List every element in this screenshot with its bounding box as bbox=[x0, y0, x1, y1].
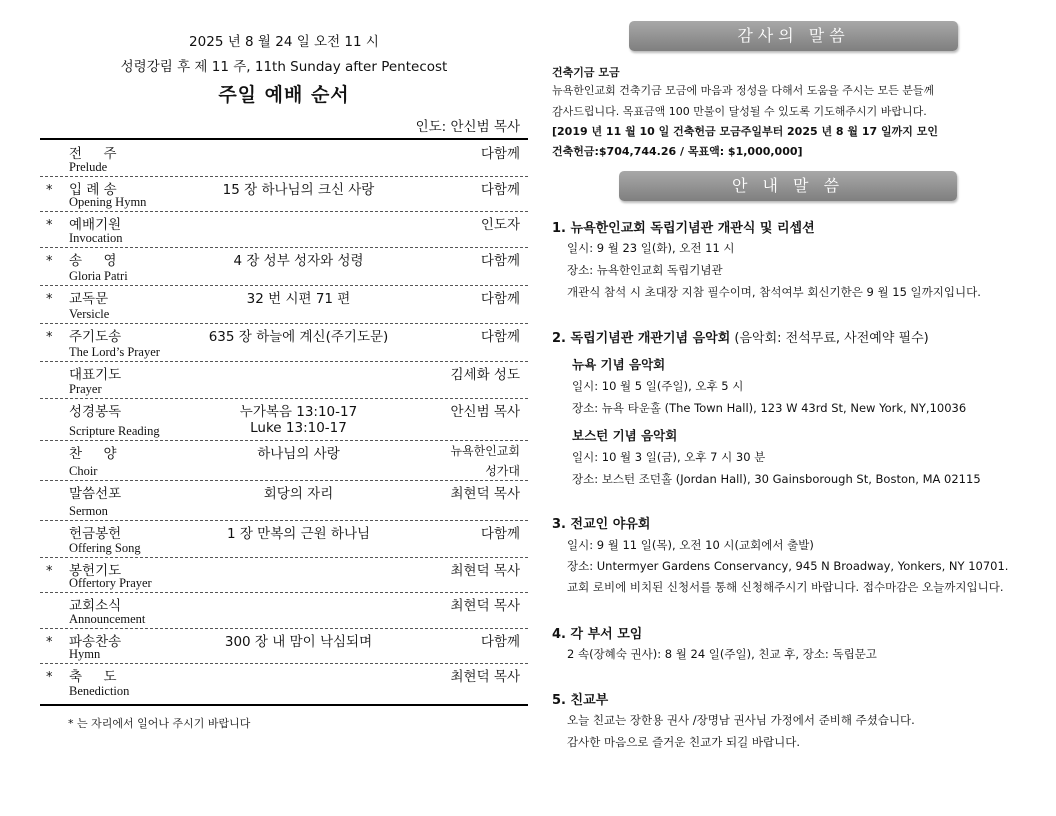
order-row bbox=[40, 592, 528, 629]
order-item-korean: 말씀선포 bbox=[69, 486, 122, 502]
order-row bbox=[40, 140, 528, 177]
notice-2-sub-boston: 보스턴 기념 음악회 bbox=[572, 428, 678, 443]
order-item-english: The Lord’s Prayer bbox=[69, 345, 160, 359]
order-item-detail: 4 장 성부 성자와 성령 bbox=[233, 253, 364, 269]
order-item-person: 최현덕 목사 bbox=[450, 486, 520, 502]
notice-5-line-1: 오늘 친교는 장한용 권사 /장명남 권사님 가정에서 준비해 주셨습니다. bbox=[567, 713, 915, 727]
order-item-korean: 전 주 bbox=[69, 146, 117, 162]
order-item-person: 다함께 bbox=[480, 182, 520, 198]
thanks-line-2: 감사드립니다. 목표금액 100 만불이 달성될 수 있도록 기도해주시기 바랍니다. bbox=[552, 105, 927, 118]
order-item-person: 뉴욕한인교회 bbox=[450, 444, 520, 458]
bottom-divider bbox=[40, 704, 528, 706]
order-row bbox=[40, 520, 528, 558]
order-item-person: 최현덕 목사 bbox=[450, 598, 520, 614]
order-item-korean: 주기도송 bbox=[69, 329, 122, 345]
order-item-korean: 교회소식 bbox=[69, 598, 122, 614]
order-item-english: Choir bbox=[69, 464, 98, 478]
notice-2-boston-date: 일시: 10 월 3 일(금), 오후 7 시 30 분 bbox=[572, 450, 766, 464]
stand-marker: * bbox=[46, 635, 53, 650]
service-subtitle: 성령강림 후 제 11 주, 11th Sunday after Pentecost bbox=[120, 59, 448, 75]
order-item-person: 다함께 bbox=[480, 634, 520, 650]
order-item-english: Opening Hymn bbox=[69, 195, 147, 209]
order-item-english: Prayer bbox=[69, 382, 102, 396]
order-item-english: Versicle bbox=[69, 307, 110, 321]
notice-3-detail: 교회 로비에 비치된 신청서를 통해 신청해주시기 바랍니다. 접수마감은 오늘까지입니다. bbox=[567, 580, 1004, 594]
order-item-person: 최현덕 목사 bbox=[450, 669, 520, 685]
order-row bbox=[40, 176, 528, 212]
stand-marker: * bbox=[46, 564, 53, 579]
notice-2-note: (음악회: 전석무료, 사전예약 필수) bbox=[730, 331, 929, 346]
order-item-detail: 635 장 하늘에 계신(주기도문) bbox=[208, 329, 389, 345]
thanks-fund-total: 건축헌금:$704,744.26 / 목표액: $1,000,000] bbox=[552, 145, 803, 158]
order-row bbox=[40, 480, 528, 521]
order-item-detail: 32 번 시편 71 편 bbox=[246, 291, 351, 307]
order-item-korean: 성경봉독 bbox=[69, 404, 122, 420]
notice-1-title: 1. 뉴욕한인교회 독립기념관 개관식 및 리셉션 bbox=[552, 221, 815, 236]
order-row bbox=[40, 211, 528, 248]
thanks-fund-period: [2019 년 11 월 10 일 건축헌금 모금주일부터 2025 년 8 월 17 일까지 모인 bbox=[552, 125, 938, 138]
notice-1-detail: 개관식 참석 시 초대장 지참 필수이며, 참석여부 회신기한은 9 월 15 일까지입니다. bbox=[567, 285, 981, 299]
stand-marker: * bbox=[46, 218, 53, 233]
order-item-detail: 회당의 자리 bbox=[263, 486, 334, 502]
notice-2-sub-newyork: 뉴욕 기념 음악회 bbox=[572, 357, 666, 372]
order-item-person: 안신범 목사 bbox=[450, 404, 520, 420]
order-item-english: Announcement bbox=[69, 612, 146, 626]
order-row bbox=[40, 557, 528, 593]
order-row bbox=[40, 663, 528, 700]
order-row bbox=[40, 247, 528, 286]
stand-marker: * bbox=[46, 330, 53, 345]
stand-marker: * bbox=[46, 183, 53, 198]
order-item-english: Offertory Prayer bbox=[69, 576, 152, 590]
order-item-person: 인도자 bbox=[480, 217, 520, 233]
order-item-english: Sermon bbox=[69, 504, 108, 518]
notices-banner: 안 내 말 씀 bbox=[619, 171, 957, 201]
order-item-korean: 예배기원 bbox=[69, 217, 122, 233]
order-item-person-2: 성가대 bbox=[485, 464, 520, 478]
order-item-person: 다함께 bbox=[480, 146, 520, 162]
order-item-person: 최현덕 목사 bbox=[450, 563, 520, 579]
service-date: 2025 년 8 월 24 일 오전 11 시 bbox=[189, 34, 379, 50]
stand-marker: * bbox=[46, 292, 53, 307]
order-item-person: 김세화 성도 bbox=[450, 367, 520, 383]
order-item-korean: 입 례 송 bbox=[69, 182, 117, 198]
notice-1-date: 일시: 9 월 23 일(화), 오전 11 시 bbox=[567, 241, 735, 255]
order-item-english: Scripture Reading bbox=[69, 424, 160, 438]
footnote: * 는 자리에서 일어나 주시기 바랍니다 bbox=[68, 717, 251, 730]
worship-order-column bbox=[40, 0, 528, 816]
order-item-english: Invocation bbox=[69, 231, 123, 245]
order-item-korean: 대표기도 bbox=[69, 367, 122, 383]
order-row bbox=[40, 361, 528, 399]
order-item-person: 다함께 bbox=[480, 291, 520, 307]
order-item-english: Offering Song bbox=[69, 541, 141, 555]
order-row bbox=[40, 285, 528, 324]
order-item-english: Prelude bbox=[69, 160, 108, 174]
order-row bbox=[40, 440, 528, 481]
order-item-detail: 15 장 하나님의 크신 사랑 bbox=[222, 182, 375, 198]
order-item-korean: 송 영 bbox=[69, 253, 117, 269]
page-title: 주일 예배 순서 bbox=[218, 84, 350, 106]
notice-2-title bbox=[552, 327, 929, 346]
order-item-korean: 헌금봉헌 bbox=[69, 526, 122, 542]
stand-marker: * bbox=[46, 254, 53, 269]
thanks-line-1: 뉴욕한인교회 건축기금 모금에 마음과 정성을 다해서 도움을 주시는 모든 분들께 bbox=[552, 84, 935, 97]
order-item-korean: 찬 양 bbox=[69, 446, 117, 462]
notice-2-newyork-date: 일시: 10 월 5 일(주일), 오후 5 시 bbox=[572, 379, 744, 393]
order-item-korean: 축 도 bbox=[69, 669, 117, 685]
order-row bbox=[40, 323, 528, 362]
order-item-detail: 누가복음 13:10-17 bbox=[239, 404, 358, 420]
order-item-detail: 하나님의 사랑 bbox=[257, 446, 340, 462]
notice-1-place: 장소: 뉴욕한인교회 독립기념관 bbox=[567, 263, 723, 277]
notice-2-newyork-place: 장소: 뉴욕 타운홀 (The Town Hall), 123 W 43rd St, New York, NY,10036 bbox=[572, 401, 967, 415]
order-item-detail: 1 장 만복의 근원 하나님 bbox=[226, 526, 371, 542]
notice-3-title: 3. 전교인 야유회 bbox=[552, 517, 651, 532]
order-item-detail: 300 장 내 맘이 낙심되며 bbox=[224, 634, 373, 650]
order-item-korean: 교독문 bbox=[69, 291, 109, 307]
notice-3-date: 일시: 9 월 11 일(목), 오전 10 시(교회에서 출발) bbox=[567, 538, 814, 552]
order-item-person: 다함께 bbox=[480, 329, 520, 345]
order-item-person: 다함께 bbox=[480, 253, 520, 269]
order-item-person: 다함께 bbox=[480, 526, 520, 542]
notice-2-title-text: 2. 독립기념관 개관기념 음악회 bbox=[552, 331, 731, 346]
order-item-detail-2: Luke 13:10-17 bbox=[250, 420, 347, 436]
order-row bbox=[40, 628, 528, 664]
order-row bbox=[40, 398, 528, 441]
thanks-banner: 감사의 말씀 bbox=[629, 21, 958, 51]
worship-leader: 인도: 안신범 목사 bbox=[415, 119, 520, 135]
notice-5-line-2: 감사한 마음으로 즐거운 친교가 되길 바랍니다. bbox=[567, 735, 801, 749]
order-item-korean: 파송찬송 bbox=[69, 634, 122, 650]
order-item-english: Benediction bbox=[69, 684, 130, 698]
notice-4-detail: 2 속(장혜숙 권사): 8 월 24 일(주일), 친교 후, 장소: 독립문고 bbox=[567, 647, 877, 661]
notice-2-boston-place: 장소: 보스턴 조던홀 (Jordan Hall), 30 Gainsborough St, Boston, MA 02115 bbox=[572, 472, 981, 486]
thanks-heading: 건축기금 모금 bbox=[552, 66, 620, 79]
notice-3-place: 장소: Untermyer Gardens Conservancy, 945 N Broadway, Yonkers, NY 10701. bbox=[567, 559, 1009, 573]
announcements-column bbox=[552, 0, 1032, 816]
order-item-english: Hymn bbox=[69, 647, 101, 661]
order-item-english: Gloria Patri bbox=[69, 269, 128, 283]
notice-5-title: 5. 친교부 bbox=[552, 693, 609, 708]
notice-4-title: 4. 각 부서 모임 bbox=[552, 627, 643, 642]
order-item-korean: 봉헌기도 bbox=[69, 563, 122, 579]
stand-marker: * bbox=[46, 670, 53, 685]
